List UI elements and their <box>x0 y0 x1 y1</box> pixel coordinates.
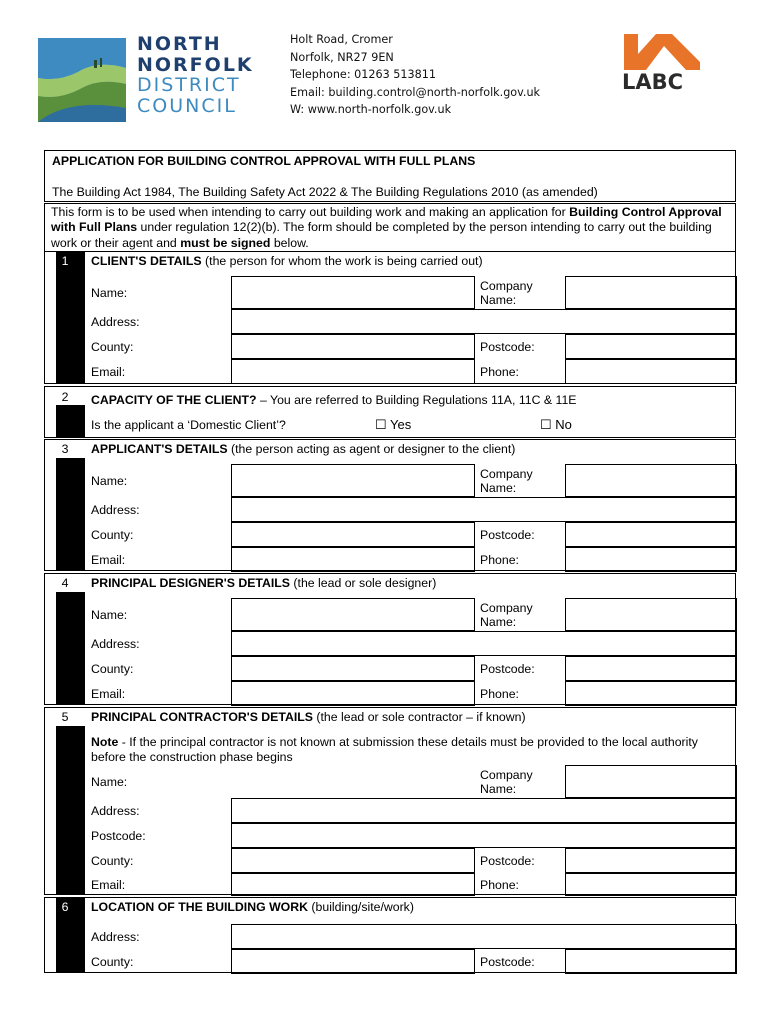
section-principal-designer <box>44 573 736 705</box>
field-label: Postcode: <box>91 828 146 843</box>
telephone: Telephone: 01263 513811 <box>290 68 436 81</box>
domestic-client-no-checkbox[interactable]: ☐ No <box>540 417 572 432</box>
section-title-bold: PRINCIPAL DESIGNER'S DETAILS <box>91 576 291 590</box>
address-line: Norfolk, NR27 9EN <box>290 50 394 64</box>
field-label: County: <box>91 527 134 542</box>
section-title <box>91 710 526 724</box>
field-label: Name: <box>91 774 128 789</box>
form-row-county <box>85 334 737 359</box>
field-label: Company Name: <box>480 767 533 796</box>
field-label: Phone: <box>480 552 519 567</box>
applicant-company-input[interactable] <box>565 464 737 497</box>
field-label: Postcode: <box>480 339 535 354</box>
intro-text-part: This form is to be used when intending to carry out building work and making an application for <box>51 205 570 219</box>
section-title <box>91 254 483 268</box>
council-emblem-icon <box>38 38 126 122</box>
council-wordmark <box>137 34 267 116</box>
section-number-text: 3 <box>61 442 69 456</box>
section-number-text: 4 <box>61 576 69 590</box>
form-row-email <box>85 873 737 896</box>
contractor-postcode-input[interactable] <box>565 848 737 873</box>
client-address-input[interactable] <box>231 309 737 334</box>
field-label: Postcode: <box>480 527 535 542</box>
section-number <box>45 708 85 894</box>
section-title-desc: (the lead or sole designer) <box>290 576 437 590</box>
applicant-county-input[interactable] <box>231 522 475 547</box>
form-row-name <box>85 598 737 631</box>
intro-text-part: under regulation 12(2)(b). The form should be completed by the person intending to carry out the building work or their agent and <box>51 220 712 250</box>
website-link[interactable]: W: www.north-norfolk.gov.uk <box>290 103 452 116</box>
field-label: Address: <box>91 929 140 944</box>
note-text: - If the principal contractor is not known at submission these details must be provided to the local authority before the construction phase begins <box>91 735 698 764</box>
section-title-desc: (the person for whom the work is being carried out) <box>201 254 483 268</box>
email-link[interactable]: Email: building.control@north-norfolk.gov.uk <box>290 85 541 99</box>
form-row-county <box>85 949 737 974</box>
form-row-county <box>85 522 737 547</box>
form-row-name <box>85 276 737 309</box>
field-label: Address: <box>91 803 140 818</box>
field-label: Email: <box>91 686 126 701</box>
page-header <box>0 0 770 150</box>
section-client-details <box>44 252 736 384</box>
labc-logo <box>620 32 712 94</box>
contractor-note <box>91 735 731 765</box>
client-postcode-input[interactable] <box>565 334 737 359</box>
section-title-desc: (building/site/work) <box>308 900 414 914</box>
applicant-phone-input[interactable] <box>565 547 737 572</box>
intro-text <box>51 205 735 251</box>
field-label: Email: <box>91 552 126 567</box>
form-row-address <box>85 497 737 522</box>
field-label: Phone: <box>480 364 519 379</box>
address-line: Holt Road, Cromer <box>290 33 393 46</box>
field-label: Address: <box>91 636 140 651</box>
section-principal-contractor <box>44 707 736 895</box>
section-title-desc: (the lead or sole contractor – if known) <box>313 710 526 724</box>
section-number-bar <box>56 592 85 704</box>
client-phone-input[interactable] <box>565 359 737 384</box>
field-label: Email: <box>91 364 126 379</box>
section-title-bold: LOCATION OF THE BUILDING WORK <box>91 900 308 914</box>
section-title <box>91 576 436 590</box>
section-number-text: 5 <box>61 710 69 724</box>
designer-county-input[interactable] <box>231 656 475 681</box>
section-title <box>91 442 515 456</box>
field-label: Address: <box>91 314 140 329</box>
location-postcode-input[interactable] <box>565 949 737 974</box>
form-row-name <box>85 765 737 798</box>
client-name-input[interactable] <box>231 276 475 309</box>
section-number <box>45 387 85 437</box>
form-row-address <box>85 631 737 656</box>
field-label: Phone: <box>480 686 519 701</box>
section-title-bold: CLIENT'S DETAILS <box>91 254 202 268</box>
council-name-line: COUNCIL <box>137 94 237 117</box>
field-label: Postcode: <box>480 661 535 676</box>
form-row-email <box>85 359 737 384</box>
field-label: Name: <box>91 607 128 622</box>
section-title-bold: APPLICANT'S DETAILS <box>91 442 228 456</box>
client-email-input[interactable] <box>231 359 475 384</box>
section-number-text: 2 <box>61 390 69 404</box>
contractor-address-input[interactable] <box>231 798 737 823</box>
contractor-county-input[interactable] <box>231 848 475 873</box>
field-label: County: <box>91 954 134 969</box>
form-row-address <box>85 924 737 949</box>
section-number-bar <box>56 726 85 894</box>
section-number-text: 6 <box>61 900 69 914</box>
section-number-bar <box>56 405 85 437</box>
applicant-name-input[interactable] <box>231 464 475 497</box>
field-label: Address: <box>91 502 140 517</box>
client-company-input[interactable] <box>565 276 737 309</box>
contractor-email-input[interactable] <box>231 873 475 896</box>
council-name-line: DISTRICT <box>137 74 241 96</box>
location-address-input[interactable] <box>231 924 737 949</box>
section-number-bar <box>56 252 85 383</box>
intro-text-bold: must be signed <box>180 235 271 250</box>
field-label: Postcode: <box>480 954 535 969</box>
section-title-desc: – You are referred to Building Regulations 11A, 11C & 11E <box>256 393 577 407</box>
location-county-input[interactable] <box>231 949 475 974</box>
field-label: County: <box>91 661 134 676</box>
form-row-county <box>85 848 737 873</box>
field-label: Name: <box>91 473 128 488</box>
section-number-bar <box>56 458 85 570</box>
intro-text-bold: Building Control Approval with Full Plans <box>51 205 722 235</box>
client-county-input[interactable] <box>231 334 475 359</box>
designer-postcode-input[interactable] <box>565 656 737 681</box>
form-row-county <box>85 656 737 681</box>
section-number <box>45 252 85 383</box>
domestic-client-yes-checkbox[interactable]: ☐ Yes <box>375 417 412 432</box>
field-label: Company Name: <box>480 278 533 307</box>
contact-details <box>290 31 540 119</box>
form-row-email <box>85 547 737 572</box>
labc-wordmark: LABC <box>622 70 684 94</box>
council-name-line: NORTH <box>137 33 222 55</box>
field-label: Company Name: <box>480 466 533 495</box>
section-number-text: 1 <box>61 254 69 268</box>
contractor-company-input[interactable] <box>565 765 737 798</box>
form-row-email <box>85 681 737 706</box>
applicant-address-input[interactable] <box>231 497 737 522</box>
designer-email-input[interactable] <box>231 681 475 706</box>
section-title-desc: (the person acting as agent or designer to the client) <box>227 442 516 456</box>
field-label: Company Name: <box>480 600 533 629</box>
section-number <box>45 440 85 570</box>
section-title-bold: CAPACITY OF THE CLIENT? <box>91 393 257 407</box>
applicant-postcode-input[interactable] <box>565 522 737 547</box>
section-title-bold: PRINCIPAL CONTRACTOR'S DETAILS <box>91 710 313 724</box>
applicant-email-input[interactable] <box>231 547 475 572</box>
form-row-name <box>85 464 737 497</box>
field-label: Postcode: <box>480 853 535 868</box>
form-title: APPLICATION FOR BUILDING CONTROL APPROVAL WITH FULL PLANS <box>52 154 476 168</box>
intro-text-part: below. <box>270 235 309 250</box>
designer-company-input[interactable] <box>565 598 737 631</box>
form-row-address <box>85 798 737 823</box>
section-client-capacity <box>44 386 736 438</box>
council-name-line: NORFOLK <box>137 53 254 76</box>
intro-box <box>44 203 736 252</box>
form-row-address <box>85 309 737 334</box>
designer-address-input[interactable] <box>231 631 737 656</box>
section-number <box>45 574 85 704</box>
contractor-address2-input[interactable] <box>231 823 737 848</box>
section-applicant-details <box>44 439 736 571</box>
field-label: County: <box>91 339 134 354</box>
labc-roof-icon <box>620 32 700 70</box>
field-label: Phone: <box>480 877 519 892</box>
section-title <box>91 900 414 914</box>
domestic-client-question: Is the applicant a ‘Domestic Client’? <box>91 418 286 432</box>
field-label: Name: <box>91 285 128 300</box>
designer-name-input[interactable] <box>231 598 475 631</box>
designer-phone-input[interactable] <box>565 681 737 706</box>
note-label: Note <box>91 735 119 749</box>
contractor-phone-input[interactable] <box>565 873 737 896</box>
form-legislation: The Building Act 1984, The Building Safety Act 2022 & The Building Regulations 2010 (as amended) <box>52 185 598 199</box>
section-building-location <box>44 897 736 973</box>
form-title-box <box>44 150 736 202</box>
council-logo <box>38 34 262 122</box>
section-title <box>91 393 577 407</box>
form-row-postcode <box>85 823 737 848</box>
section-number <box>45 898 85 972</box>
field-label: County: <box>91 853 134 868</box>
field-label: Email: <box>91 877 126 892</box>
